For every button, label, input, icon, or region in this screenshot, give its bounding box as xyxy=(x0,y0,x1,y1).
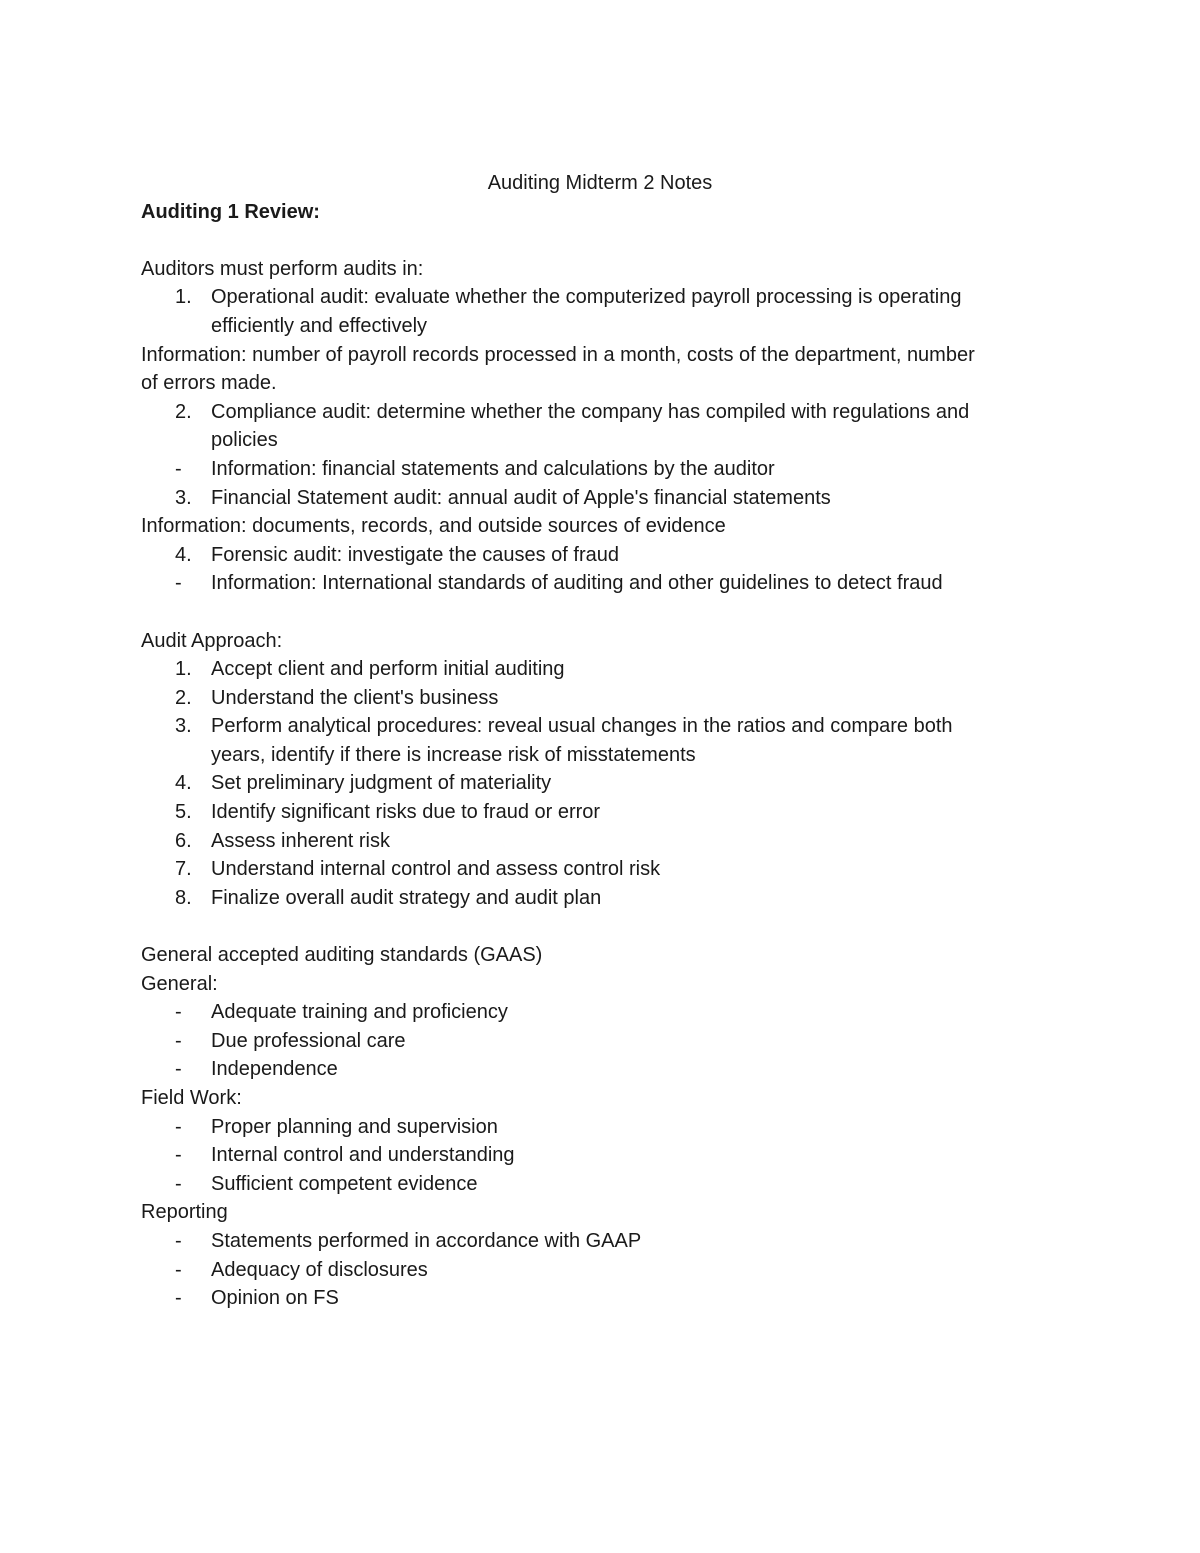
list-item xyxy=(141,1170,1061,1199)
list-item xyxy=(141,1055,1061,1084)
list-item xyxy=(141,1113,1061,1142)
list-item-text: Understand the client's business xyxy=(211,686,499,709)
list-item-financial-statement xyxy=(141,484,1061,513)
gaas-field-work-list xyxy=(141,1113,1061,1199)
list-item xyxy=(141,655,1061,684)
list-item xyxy=(141,1256,1061,1285)
list-item-operational xyxy=(141,283,1061,340)
list-item-text: Compliance audit: determine whether the company has compiled with regulations and xyxy=(211,400,970,423)
list-item xyxy=(141,1227,1061,1256)
list-item-text: Identify significant risks due to fraud or error xyxy=(211,801,601,824)
list-item-text: Information: International standards of auditing and other guidelines to detect fraud xyxy=(211,572,943,595)
list-item-text-cont: policies xyxy=(211,429,278,452)
list-item-text: Assess inherent risk xyxy=(211,829,390,852)
list-dash: - xyxy=(175,457,182,480)
gaas-field-work-label: Field Work: xyxy=(141,1087,242,1109)
list-number: 1. xyxy=(175,658,192,681)
list-item-text: Information: financial statements and calculations by the auditor xyxy=(211,457,775,480)
list-dash: - xyxy=(175,1058,182,1081)
list-item-text: Perform analytical procedures: reveal usual changes in the ratios and compare both xyxy=(211,715,953,738)
list-number: 8. xyxy=(175,886,192,909)
list-dash: - xyxy=(175,1144,182,1167)
list-item-text: Operational audit: evaluate whether the computerized payroll processing is operating xyxy=(211,286,962,309)
gaas-heading: General accepted auditing standards (GAAS) xyxy=(141,944,543,967)
list-item xyxy=(141,769,1061,798)
list-number: 7. xyxy=(175,858,192,881)
list-dash: - xyxy=(175,1287,182,1310)
list-item-text: Understand internal control and assess control risk xyxy=(211,858,661,881)
list-item xyxy=(141,798,1061,827)
list-dash: - xyxy=(175,1229,182,1252)
list-dash: - xyxy=(175,1115,182,1138)
document-body xyxy=(141,169,1061,1313)
gaas-general-label: General: xyxy=(141,972,218,995)
document-title: Auditing Midterm 2 Notes xyxy=(487,172,713,194)
list-item-text: Set preliminary judgment of materiality xyxy=(211,772,552,795)
list-item-text: Internal control and understanding xyxy=(211,1144,515,1167)
list-number: 3. xyxy=(175,715,192,738)
list-dash: - xyxy=(175,1172,182,1195)
list-item xyxy=(141,855,1061,884)
list-item-forensic xyxy=(141,541,1061,570)
list-item-text: Adequacy of disclosures xyxy=(211,1258,428,1281)
list-dash: - xyxy=(175,1258,182,1281)
list-dash: - xyxy=(175,1029,182,1052)
list-item xyxy=(141,1141,1061,1170)
list-item xyxy=(141,684,1061,713)
list-dash: - xyxy=(175,1001,182,1024)
operational-info-line1: Information: number of payroll records processed in a month, costs of the department, number xyxy=(141,343,975,366)
section-heading-review: Auditing 1 Review: xyxy=(141,200,320,223)
list-item-text: Financial Statement audit: annual audit of Apple's financial statements xyxy=(211,486,831,509)
list-item-text: Adequate training and proficiency xyxy=(211,1001,508,1024)
list-number: 1. xyxy=(175,286,192,309)
list-item-text: Finalize overall audit strategy and audit plan xyxy=(211,886,602,909)
list-item-text: Forensic audit: investigate the causes of fraud xyxy=(211,543,620,566)
audits-intro: Auditors must perform audits in: xyxy=(141,257,424,280)
audit-approach-heading: Audit Approach: xyxy=(141,629,283,652)
list-item-compliance xyxy=(141,398,1061,455)
list-item-text: Accept client and perform initial auditing xyxy=(211,658,565,681)
list-item-text: Sufficient competent evidence xyxy=(211,1172,478,1195)
list-item-text: Independence xyxy=(211,1058,338,1081)
list-item-text: Due professional care xyxy=(211,1029,406,1052)
list-item xyxy=(141,1284,1061,1313)
list-number: 5. xyxy=(175,801,192,824)
list-item-text-cont: years, identify if there is increase risk of misstatements xyxy=(211,743,696,766)
operational-info-line2: of errors made. xyxy=(141,372,277,395)
list-item xyxy=(141,1027,1061,1056)
financial-statement-info: Information: documents, records, and outside sources of evidence xyxy=(141,515,726,538)
gaas-general-list xyxy=(141,998,1061,1084)
blank-line xyxy=(141,912,1061,941)
list-item-text: Opinion on FS xyxy=(211,1287,339,1310)
blank-line xyxy=(141,598,1061,627)
list-number: 2. xyxy=(175,400,192,423)
list-item-text-cont: efficiently and effectively xyxy=(211,314,428,337)
audit-approach-list xyxy=(141,655,1061,912)
list-item-forensic-info xyxy=(141,569,1061,598)
list-item xyxy=(141,998,1061,1027)
list-item-text: Statements performed in accordance with GAAP xyxy=(211,1229,642,1252)
list-number: 3. xyxy=(175,486,192,509)
list-number: 2. xyxy=(175,686,192,709)
blank-line xyxy=(141,226,1061,255)
list-number: 4. xyxy=(175,543,192,566)
list-dash: - xyxy=(175,572,182,595)
list-item xyxy=(141,712,1061,769)
list-item-compliance-info xyxy=(141,455,1061,484)
list-item xyxy=(141,884,1061,913)
gaas-reporting-list xyxy=(141,1227,1061,1313)
list-item-text: Proper planning and supervision xyxy=(211,1115,498,1138)
list-number: 4. xyxy=(175,772,192,795)
list-number: 6. xyxy=(175,829,192,852)
gaas-reporting-label: Reporting xyxy=(141,1201,228,1224)
list-item xyxy=(141,827,1061,856)
